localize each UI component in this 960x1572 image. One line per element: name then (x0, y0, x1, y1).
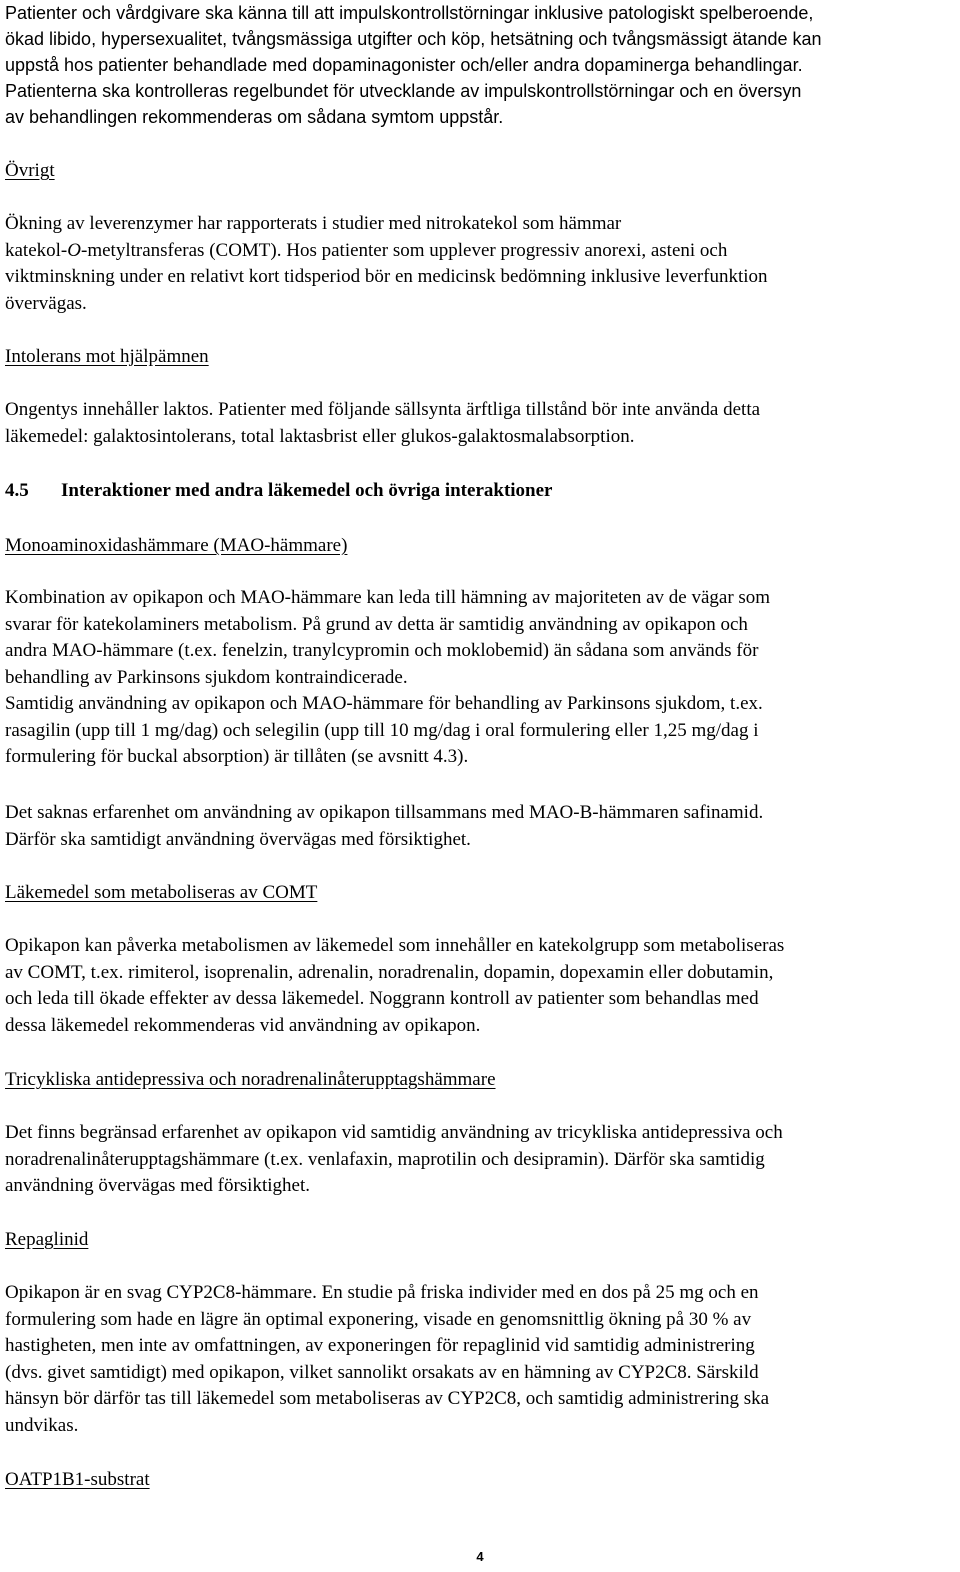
text-line (5, 238, 957, 265)
comt-paragraph (5, 933, 957, 1039)
mao-paragraph-1 (5, 585, 957, 771)
page-number: 4 (476, 1549, 484, 1564)
text-line: av COMT, t.ex. rimiterol, isoprenalin, adrenalin, noradrenalin, dopamin, dopexamin eller dobutamin, (5, 961, 774, 983)
mao-heading: Monoaminoxidashämmare (MAO-hämmare) (5, 535, 348, 556)
intolerans-heading: Intolerans mot hjälpämnen (5, 346, 209, 367)
intro-paragraph (5, 0, 957, 130)
text-line: Ökning av leverenzymer har rapporterats i studier med nitrokatekol som hämmar (5, 213, 622, 234)
text-line: av behandlingen rekommenderas om sådana symtom uppstår. (5, 107, 504, 127)
mao-paragraph-2 (5, 800, 957, 853)
text-line: Patienter och vårdgivare ska känna till att impulskontrollstörningar inklusive patologiskt spelberoende, (5, 3, 814, 23)
text-line: (dvs. givet samtidigt) med opikapon, vilket sannolikt orsakats av en hämning av CYP2C8. Särskild (5, 1361, 759, 1383)
text-line: noradrenalinåterupptagshämmare (t.ex. venlafaxin, maprotilin och desipramin). Därför ska samtidig (5, 1148, 765, 1170)
text-line: Det finns begränsad erfarenhet av opikapon vid samtidig användning av tricykliska antidepressiva och (5, 1122, 783, 1143)
ovrigt-heading: Övrigt (5, 160, 55, 181)
section-heading (5, 478, 957, 505)
text-line: Opikapon är en svag CYP2C8-hämmare. En studie på friska individer med en dos på 25 mg och en (5, 1282, 759, 1303)
oatp-heading: OATP1B1-substrat (5, 1469, 150, 1490)
text-line: uppstå hos patienter behandlade med dopaminagonister och/eller andra dopaminerga behandlingar. (5, 55, 803, 75)
text-line: behandling av Parkinsons sjukdom kontraindicerade. (5, 666, 408, 688)
text-line: ökad libido, hypersexualitet, tvångsmässiga utgifter och köp, hetsätning och tvångsmässigt ätande kan (5, 29, 822, 49)
section-title: Interaktioner med andra läkemedel och övriga interaktioner (61, 480, 553, 501)
text-line: dessa läkemedel rekommenderas vid användning av opikapon. (5, 1014, 481, 1036)
text-line: hastigheten, men inte av omfattningen, av exponeringen för repaglinid vid samtidig administrering (5, 1335, 755, 1356)
text-line: rasagilin (upp till 1 mg/dag) och selegilin (upp till 10 mg/dag i oral formulering eller 1,25 mg/dag i (5, 719, 759, 741)
text-line: och leda till ökade effekter av dessa läkemedel. Noggrann kontroll av patienter som behandlas med (5, 988, 759, 1009)
intolerans-paragraph (5, 397, 957, 450)
italic-fragment: O (67, 239, 81, 261)
ovrigt-paragraph (5, 211, 957, 317)
text-fragment: -metyltransferas (COMT). Hos patienter som upplever progressiv anorexi, asteni och (81, 239, 728, 261)
text-line: formulering för buckal absorption) är tillåten (se avsnitt 4.3). (5, 746, 469, 767)
section-number: 4.5 (5, 480, 29, 501)
tca-paragraph (5, 1120, 957, 1200)
text-line: användning övervägas med försiktighet. (5, 1175, 310, 1196)
repaglinid-heading: Repaglinid (5, 1229, 89, 1250)
text-line: Opikapon kan påverka metabolismen av läkemedel som innehåller en katekolgrupp som metaboliseras (5, 935, 785, 956)
text-line: Därför ska samtidigt användning övervägas med försiktighet. (5, 828, 471, 850)
text-line: viktminskning under en relativt kort tidsperiod bör en medicinsk bedömning inklusive leverfunktion (5, 266, 768, 287)
text-line: läkemedel: galaktosintolerans, total laktasbrist eller glukos-galaktosmalabsorption. (5, 425, 635, 447)
text-line: formulering som hade en lägre än optimal exponering, visade en genomsnittlig ökning på 30 % av (5, 1308, 752, 1330)
text-line: Kombination av opikapon och MAO-hämmare kan leda till hämning av majoriteten av de vägar som (5, 587, 771, 608)
text-fragment: katekol- (5, 239, 68, 261)
text-line: andra MAO-hämmare (t.ex. fenelzin, tranylcypromin och moklobemid) än sådana som används för (5, 640, 759, 661)
text-line: Det saknas erfarenhet om användning av opikapon tillsammans med MAO-B-hämmaren safinamid. (5, 802, 764, 823)
text-line: Patienterna ska kontrolleras regelbundet för utvecklande av impulskontrollstörningar och en översyn (5, 81, 802, 101)
text-line: övervägas. (5, 292, 87, 314)
text-line: Samtidig användning av opikapon och MAO-hämmare för behandling av Parkinsons sjukdom, t.ex. (5, 693, 763, 714)
repaglinid-paragraph (5, 1280, 957, 1439)
text-line: undvikas. (5, 1414, 79, 1436)
text-line: svarar för katekolaminers metabolism. På grund av detta är samtidig användning av opikapon och (5, 613, 748, 635)
text-line: hänsyn bör därför tas till läkemedel som metaboliseras av CYP2C8, och samtidig administrering ska (5, 1388, 770, 1409)
comt-heading: Läkemedel som metaboliseras av COMT (5, 882, 318, 903)
tca-heading: Tricykliska antidepressiva och noradrenalinåterupptagshämmare (5, 1069, 496, 1090)
text-line: Ongentys innehåller laktos. Patienter med följande sällsynta ärftliga tillstånd bör inte använda detta (5, 399, 761, 420)
